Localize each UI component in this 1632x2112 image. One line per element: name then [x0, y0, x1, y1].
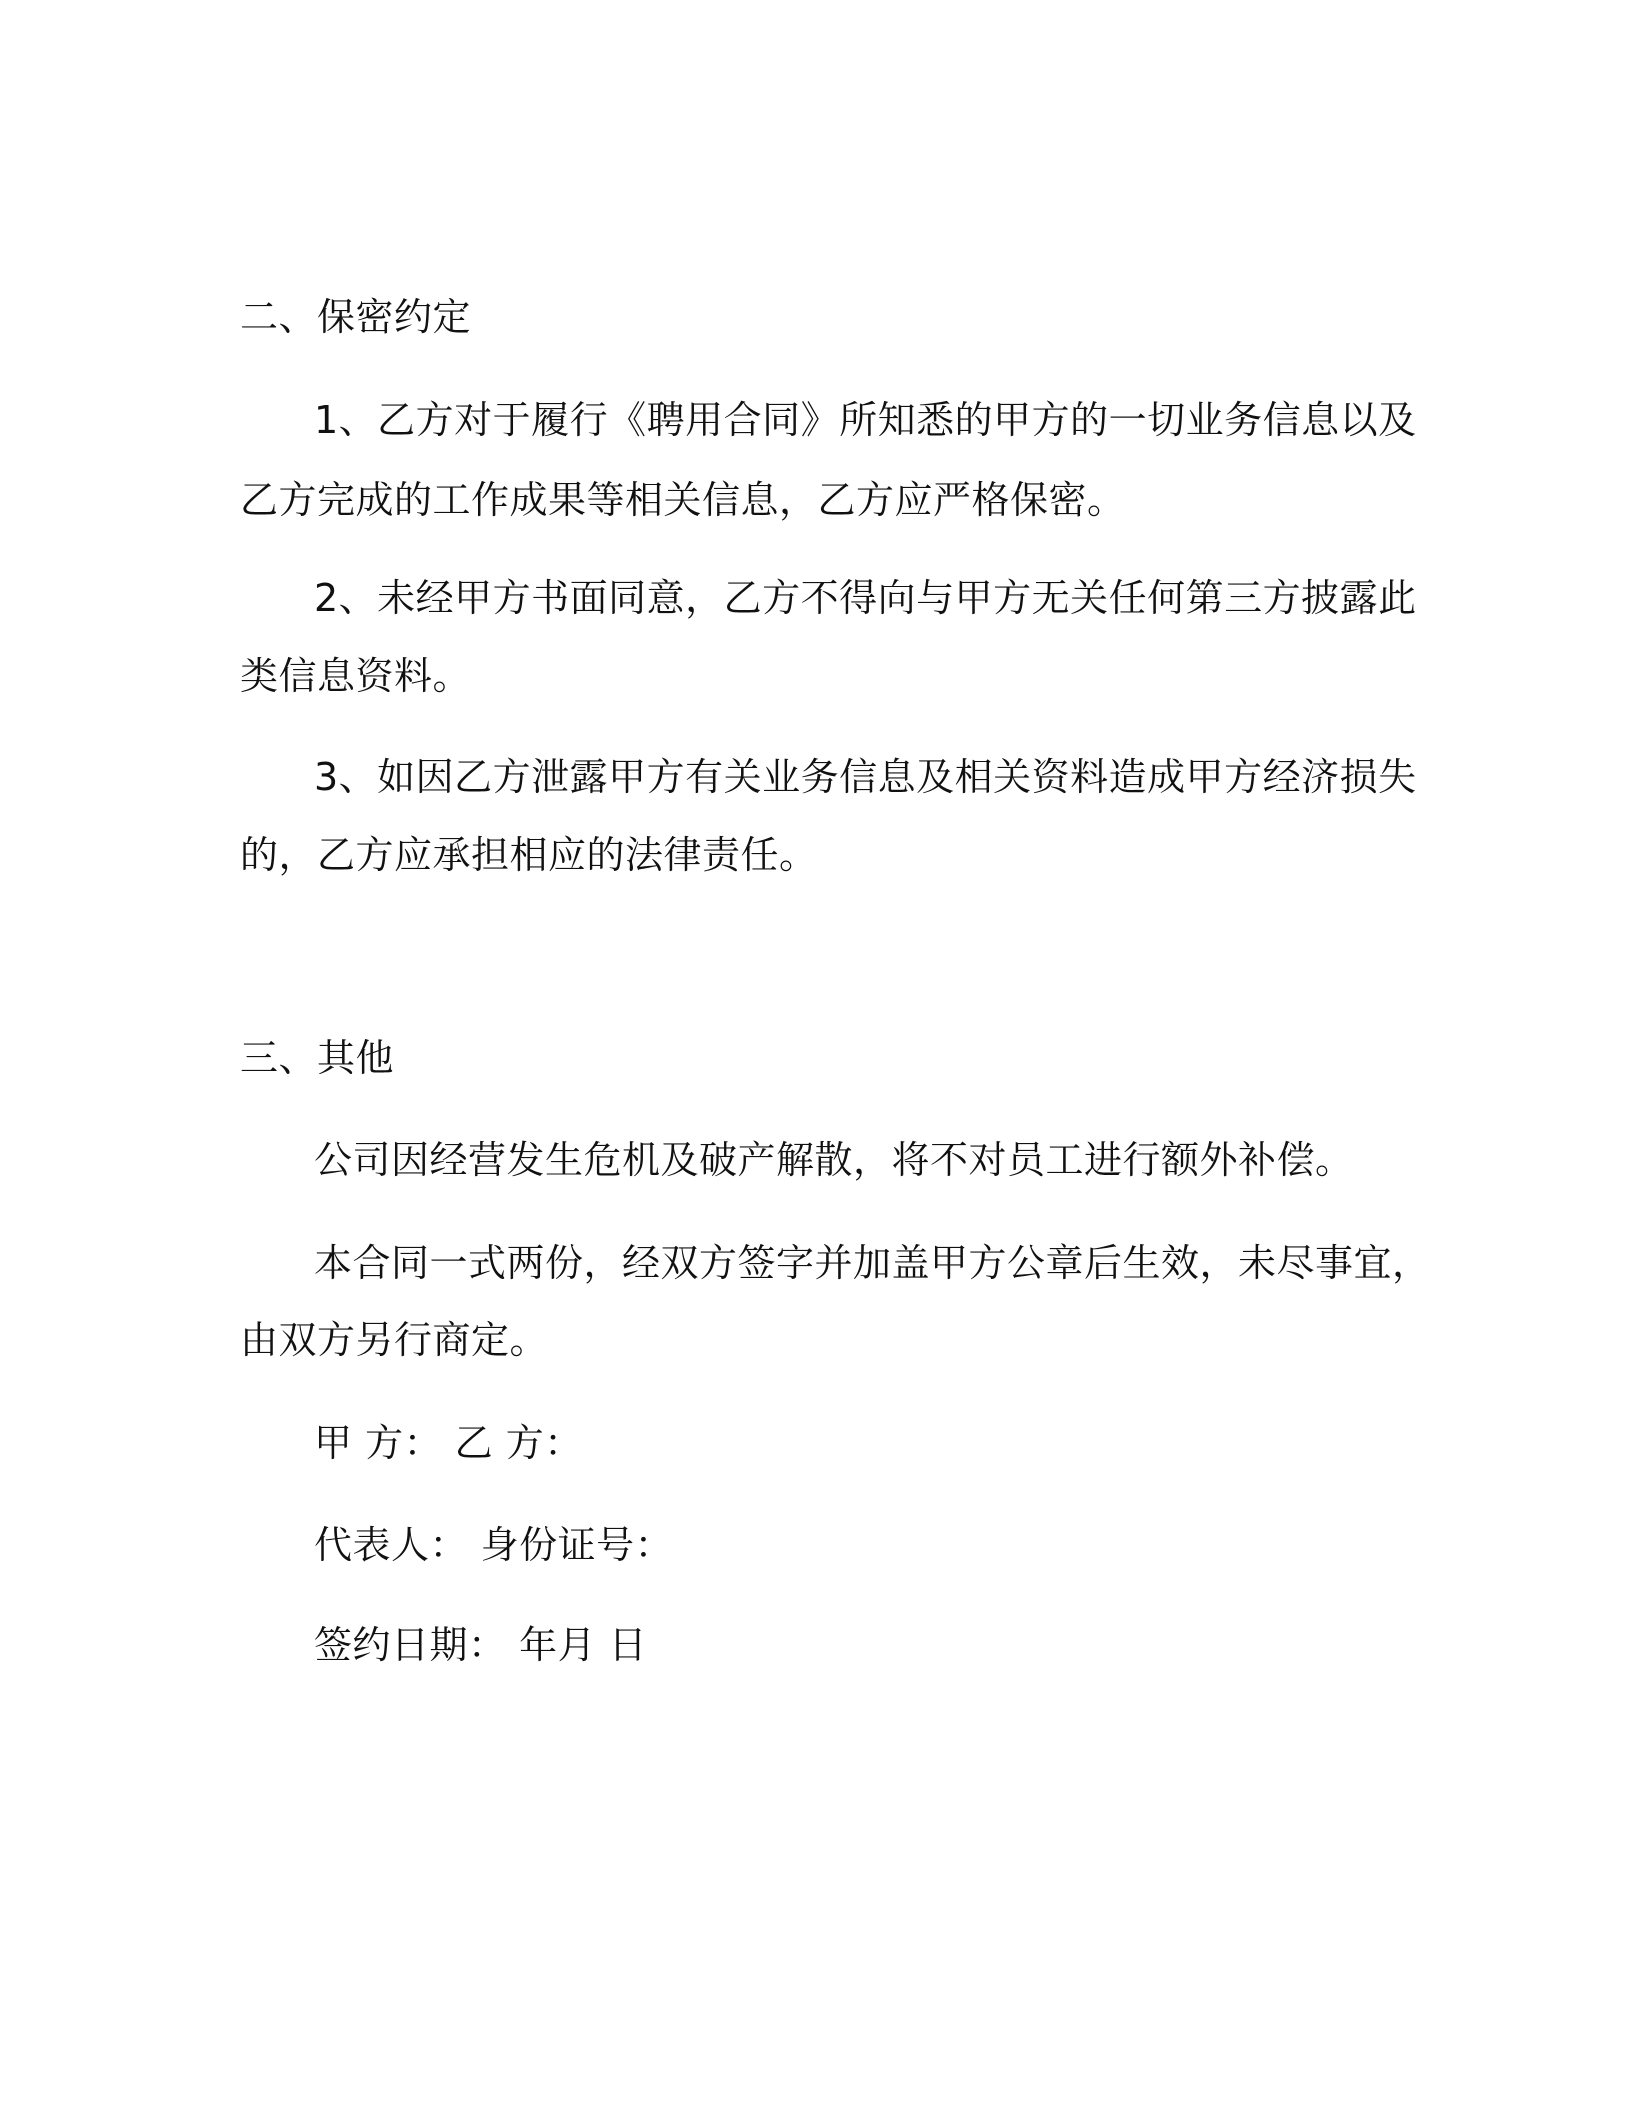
- clause-1-line-1: 1、乙方对于履行《聘用合同》所知悉的甲方的一切业务信息以及: [314, 398, 1417, 442]
- signature-representative: 代表人： 身份证号：: [314, 1523, 674, 1567]
- signature-date: 签约日期： 年月 日: [314, 1623, 648, 1667]
- section-heading-other: 三、其他: [240, 1036, 395, 1080]
- clause-2-line-2: 类信息资料。: [240, 654, 472, 698]
- other-paragraph-1: 公司因经营发生危机及破产解散，将不对员工进行额外补偿。: [314, 1138, 1354, 1182]
- section-heading-confidentiality: 二、保密约定: [240, 295, 472, 339]
- clause-3-line-1: 3、如因乙方泄露甲方有关业务信息及相关资料造成甲方经济损失: [314, 755, 1417, 799]
- other-paragraph-2-line-2: 由双方另行商定。: [240, 1318, 549, 1362]
- clause-3-line-2: 的，乙方应承担相应的法律责任。: [240, 833, 818, 877]
- signature-parties: 甲 方： 乙 方：: [314, 1421, 583, 1465]
- clause-2-line-1: 2、未经甲方书面同意，乙方不得向与甲方无关任何第三方披露此: [314, 576, 1417, 620]
- other-paragraph-2-line-1: 本合同一式两份，经双方签字并加盖甲方公章后生效，未尽事宜，: [314, 1241, 1431, 1285]
- clause-1-line-2: 乙方完成的工作成果等相关信息，乙方应严格保密。: [240, 478, 1126, 522]
